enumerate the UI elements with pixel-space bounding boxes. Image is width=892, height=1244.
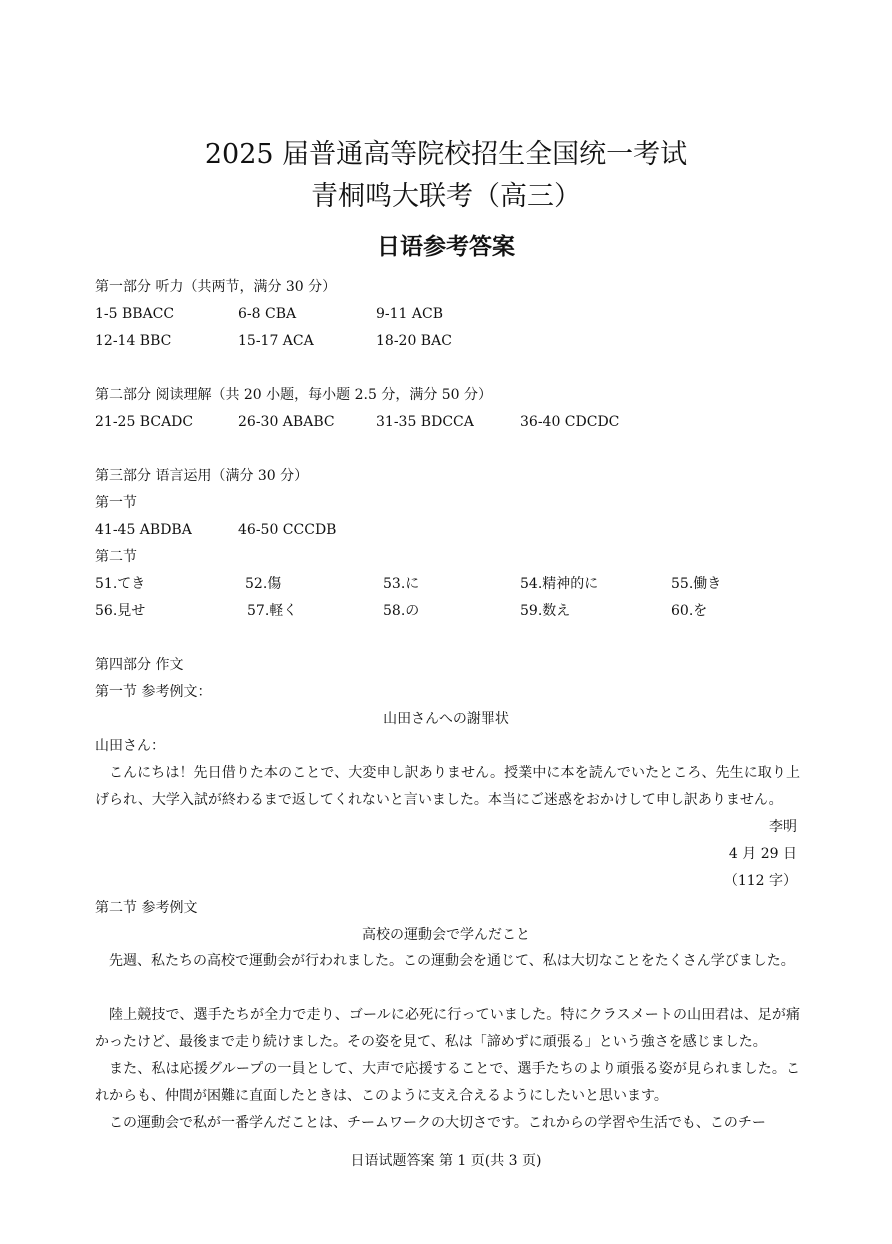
part3-heading: 第三部分 语言运用（满分 30 分） bbox=[95, 468, 309, 484]
essay1-salutation: 山田さん： bbox=[95, 738, 165, 754]
fill-answer: 51.てき bbox=[95, 576, 146, 592]
essay2-paragraph: 先週、私たちの高校で運動会が行われました。この運動会を通じて、私は大切なことをたくさん学びました。 bbox=[109, 953, 795, 969]
fill-answer: 52.傷 bbox=[245, 576, 282, 592]
answer-group: 18-20 BAC bbox=[376, 333, 452, 349]
fill-answer: 58.の bbox=[383, 603, 420, 619]
part2-heading: 第二部分 阅读理解（共 20 小题，每小题 2.5 分，满分 50 分） bbox=[95, 387, 493, 403]
fill-answer: 57.軽く bbox=[247, 603, 298, 619]
section-label: 第二节 bbox=[95, 549, 137, 565]
fill-answer: 55.働き bbox=[671, 576, 722, 592]
answer-group: 46-50 CCCDB bbox=[238, 522, 337, 538]
fill-answer: 60.を bbox=[671, 603, 708, 619]
answer-group: 15-17 ACA bbox=[238, 333, 314, 349]
answer-group: 26-30 ABABC bbox=[238, 414, 335, 430]
essay2-paragraph: 陸上競技で、選手たちが全力で走り、ゴールに必死に行っていました。特にクラスメートの山田君は、足が痛かったけど、最後まで走り続けました。その姿を見て、私は「諦めずに頑張る」という強さを感じました。 bbox=[95, 1007, 800, 1050]
page-footer: 日语试题答案 第 1 页(共 3 页) bbox=[350, 1153, 542, 1169]
fill-answer: 56.見せ bbox=[95, 603, 146, 619]
section-label: 第一节 参考例文： bbox=[95, 684, 212, 700]
essay1-body: こんにちは！先日借りた本のことで、大変申し訳ありません。授業中に本を読んでいたところ、先生に取り上げられ、大学入試が終わるまで返してくれないと言いました。本当にご迷惑をおかけして申し訳ありません。 bbox=[95, 765, 800, 808]
answer-group: 41-45 ABDBA bbox=[95, 522, 192, 538]
answer-group: 36-40 CDCDC bbox=[520, 414, 620, 430]
part4-heading: 第四部分 作文 bbox=[95, 657, 184, 673]
answer-group: 1-5 BBACC bbox=[95, 306, 175, 322]
section-label: 第二节 参考例文 bbox=[95, 900, 198, 916]
answer-group: 21-25 BCADC bbox=[95, 414, 194, 430]
fill-answer: 59.数え bbox=[520, 603, 571, 619]
answer-group: 6-8 CBA bbox=[238, 306, 297, 322]
essay1-char-count: （112 字） bbox=[723, 873, 797, 889]
answer-group: 31-35 BDCCA bbox=[376, 414, 474, 430]
exam-title: 2025 届普通高等院校招生全国统一考试 bbox=[204, 139, 688, 170]
essay1-title: 山田さんへの謝罪状 bbox=[383, 711, 509, 727]
essay1-date: 4 月 29 日 bbox=[728, 846, 797, 862]
answer-group: 12-14 BBC bbox=[95, 333, 172, 349]
essay2-title: 高校の運動会で学んだこと bbox=[362, 927, 530, 943]
essay1-signature: 李明 bbox=[769, 819, 797, 835]
answer-group: 9-11 ACB bbox=[376, 306, 444, 322]
essay2-paragraph: この運動会で私が一番学んだことは、チームワークの大切さです。これからの学習や生活でも、このチー bbox=[109, 1115, 766, 1131]
document-title: 日语参考答案 bbox=[377, 234, 515, 260]
section-label: 第一节 bbox=[95, 495, 137, 511]
exam-subtitle: 青桐鸣大联考（高三） bbox=[311, 181, 581, 212]
fill-answer: 53.に bbox=[383, 576, 420, 592]
fill-answer: 54.精神的に bbox=[520, 576, 599, 592]
part1-heading: 第一部分 听力（共两节，满分 30 分） bbox=[95, 279, 337, 295]
essay2-paragraph: また、私は応援グループの一員として、大声で応援することで、選手たちのより頑張る姿が見られました。これからも、仲間が困難に直面したときは、このように支え合えるようにしたいと思います。 bbox=[95, 1061, 800, 1104]
